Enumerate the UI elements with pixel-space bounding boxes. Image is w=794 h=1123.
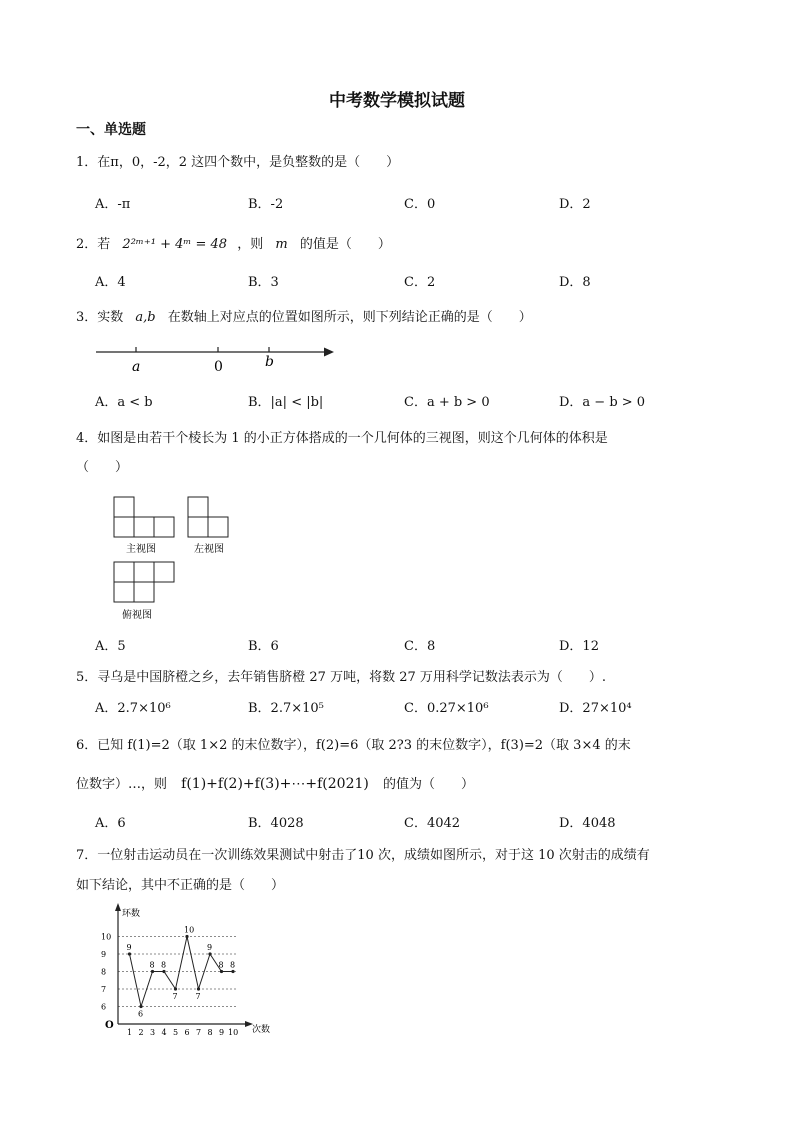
origin-label: O	[105, 1020, 114, 1031]
q6-text-b: 的值为（ ）	[383, 777, 475, 792]
q3-vars: a,b	[135, 310, 156, 325]
question-2-stem	[76, 233, 391, 252]
label-0: 0	[214, 359, 223, 374]
q6-option-d: D．4048	[559, 816, 616, 831]
x-tick-label-7: 7	[196, 1028, 202, 1037]
score-line-chart	[96, 900, 286, 1038]
q4-option-d: D．12	[559, 639, 599, 654]
y-axis-label: 环数	[122, 909, 141, 919]
label-a: a	[132, 359, 141, 374]
data-point-10	[231, 970, 234, 973]
q3-option-b: B．|a| < |b|	[248, 395, 324, 410]
data-label-7: 7	[195, 992, 201, 1001]
question-4-stem-cont: （ ）	[76, 460, 129, 475]
q5-option-a: A．2.7×10⁶	[95, 701, 171, 716]
data-point-4	[162, 970, 165, 973]
x-tick-label-1: 1	[127, 1028, 133, 1037]
y-axis-arrow-icon	[115, 903, 121, 911]
q1-option-b: B．-2	[248, 197, 284, 212]
q6-option-c: C．4042	[404, 816, 461, 831]
q3-option-a: A．a < b	[95, 395, 153, 410]
q2-text-b: ，则	[237, 237, 264, 252]
x-tick-label-10: 10	[228, 1028, 239, 1037]
q2-text-a: 2．若	[76, 237, 111, 252]
data-label-1: 9	[126, 943, 132, 952]
data-point-1	[128, 952, 131, 955]
data-point-3	[151, 970, 154, 973]
data-label-2: 6	[138, 1009, 144, 1019]
data-label-4: 8	[161, 960, 167, 970]
question-1-stem: 1．在π，0，-2，2 这四个数中，是负整数的是（ ）	[76, 155, 400, 170]
y-tick-label-8: 8	[101, 967, 107, 977]
data-point-9	[220, 970, 223, 973]
y-tick-label-10: 10	[101, 932, 112, 942]
page-title: 中考数学模拟试题	[329, 91, 465, 111]
q5-option-b: B．2.7×10⁵	[248, 701, 324, 716]
question-3-stem	[76, 306, 532, 325]
score-series-line	[130, 937, 234, 1007]
q6-option-a: A．6	[95, 816, 126, 831]
data-point-7	[197, 987, 200, 990]
left-view	[188, 497, 228, 537]
x-tick-label-5: 5	[173, 1028, 179, 1037]
q6-option-b: B．4028	[248, 816, 304, 831]
q6-formula: f(1)+f(2)+f(3)+⋯+f(2021)	[181, 776, 369, 792]
q2-option-a: A．4	[95, 275, 126, 290]
q6-text-a: 位数字）…，则	[76, 777, 168, 792]
data-point-2	[139, 1005, 142, 1008]
left-view-label: 左视图	[194, 544, 224, 555]
q1-option-c: C．0	[404, 197, 436, 212]
three-views-figure	[108, 494, 238, 622]
question-5-stem: 5．寻乌是中国脐橙之乡，去年销售脐橙 27 万吨，将数 27 万用科学记数法表示为（ ）.	[76, 670, 607, 685]
section-heading: 一、单选题	[76, 122, 146, 138]
number-line	[90, 340, 350, 374]
front-view	[114, 497, 174, 537]
x-tick-label-6: 6	[184, 1028, 190, 1037]
question-7-stem-cont: 如下结论，其中不正确的是（ ）	[76, 878, 285, 893]
data-label-5: 7	[172, 992, 178, 1001]
question-4-stem: 4．如图是由若干个棱长为 1 的小正方体搭成的一个几何体的三视图，则这个几何体的体积是	[76, 431, 608, 446]
question-7-stem: 7．一位射击运动员在一次训练效果测试中射击了10 次，成绩如图所示，对于这 10 次射击的成绩有	[76, 848, 650, 863]
arrow-right-icon	[324, 348, 334, 357]
label-b: b	[265, 354, 274, 370]
question-6-stem-cont	[76, 773, 474, 792]
x-tick-label-8: 8	[207, 1028, 213, 1037]
data-label-10: 8	[230, 960, 236, 970]
x-axis-label: 次数	[252, 1025, 271, 1035]
chart-ticks	[101, 933, 238, 1038]
q3-text-b: 在数轴上对应点的位置如图所示，则下列结论正确的是（ ）	[167, 310, 532, 325]
data-point-8	[208, 952, 211, 955]
x-tick-label-9: 9	[219, 1028, 225, 1037]
q3-text-a: 3．实数	[76, 310, 124, 325]
q4-option-c: C．8	[404, 639, 436, 654]
data-point-5	[174, 987, 177, 990]
q1-option-d: D．2	[559, 197, 591, 212]
q5-option-c: C．0.27×10⁶	[404, 701, 489, 716]
q2-var: m	[275, 237, 288, 252]
x-tick-label-4: 4	[161, 1028, 167, 1037]
data-label-3: 8	[149, 960, 155, 970]
chart-series	[127, 926, 236, 1019]
x-tick-label-3: 3	[150, 1028, 156, 1037]
q2-text-c: 的值是（ ）	[299, 237, 391, 252]
q4-option-a: A．5	[95, 639, 126, 654]
q5-option-d: D．27×10⁴	[559, 701, 632, 716]
question-6-stem: 6．已知 f(1)=2（取 1×2 的末位数字），f(2)=6（取 2?3 的末位数字），f(3)=2（取 3×4 的末	[76, 738, 631, 753]
q3-option-d: D．a − b > 0	[559, 395, 646, 410]
data-label-8: 9	[207, 943, 213, 952]
q2-option-c: C．2	[404, 275, 436, 290]
front-view-label: 主视图	[126, 544, 156, 555]
y-tick-label-7: 7	[101, 985, 107, 994]
q2-option-d: D．8	[559, 275, 591, 290]
data-label-9: 8	[218, 960, 224, 970]
q1-option-a: A．-π	[95, 197, 131, 212]
y-tick-label-9: 9	[101, 950, 107, 959]
top-view-label: 俯视图	[122, 610, 152, 621]
x-tick-label-2: 2	[138, 1028, 144, 1037]
q3-option-c: C．a + b > 0	[404, 395, 490, 410]
q4-option-b: B．6	[248, 639, 279, 654]
top-view	[114, 562, 174, 602]
q2-option-b: B．3	[248, 275, 279, 290]
q2-formula: 2²ᵐ⁺¹ + 4ᵐ = 48	[122, 237, 228, 252]
data-point-6	[185, 935, 188, 938]
data-label-6: 10	[184, 925, 195, 935]
y-tick-label-6: 6	[101, 1002, 107, 1012]
